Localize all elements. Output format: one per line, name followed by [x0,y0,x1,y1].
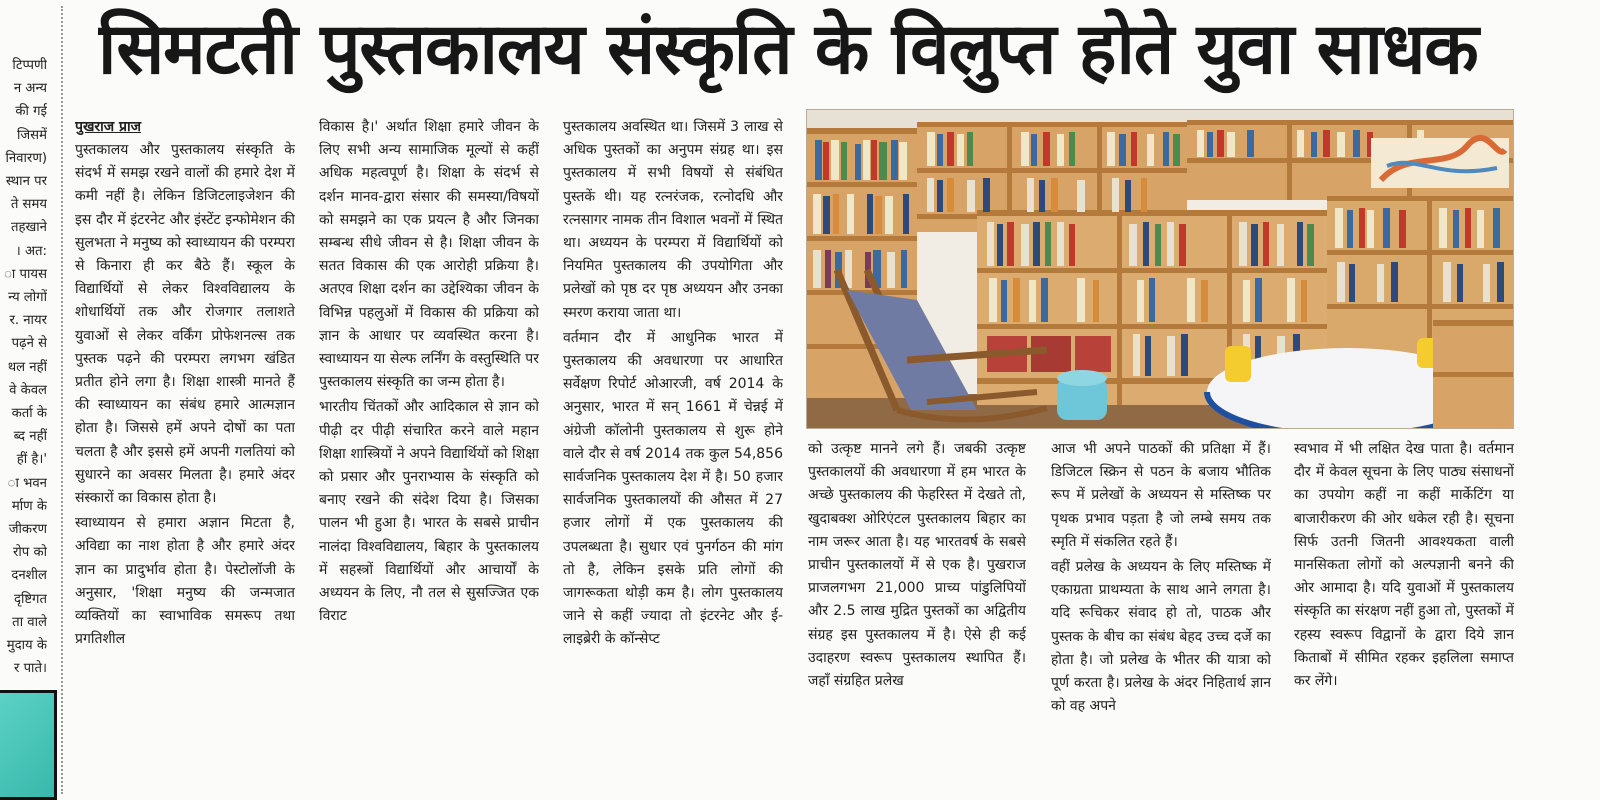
article-paragraph: स्वभाव में भी लक्षित देख पाता है। वर्तमान दौर में केवल सूचना के लिए पाठ्य संसाधनों का उपयोग कहीं ना कहीं मार्केटिंग या बाजारीकरण की ओर धकेल रही है। सूचना सिर्फ उतनी जितनी आवश्यकता वाली मानसिकता लोगों को अल्पज्ञानी बनने की ओर आमादा है। यदि युवाओं में पुस्तकालय संस्कृति का संरक्षण नहीं हुआ तो, पुस्तकों में रहस्य स्वरूप विद्वानों के द्वारा दिये ज्ञान किताबों में सीमित रहकर इहलिला समाप्त कर लेंगे। [1294,441,1514,690]
strip-line: ा भवन [7,475,47,491]
article-paragraph: पुस्तकालय और पुस्तकालय संस्कृति के संदर्भ में समझ रखने वालों की हमारे देश में कमी नहीं है। लेकिन डिजिटलाइजेशन की इस दौर में इंटरनेट और इंस्टेंट इन्फोमेशन की सुलभता ने मनुष्य को स्वाध्यायन की परम्परा से किनारा ही कर बैठे हैं। स्कूल के विद्यार्थियों से लेकर विश्वविद्यालय के शोधार्थियों तक और रोजगार तलाशते युवाओं से लेकर वर्किंग प्रोफेशनल्स तक पुस्तक पढ़ने की परम्परा लगभग खंडित प्रतीत होने लगा है। शिक्षा शास्त्री मानते हैं की स्वाध्यायन का संबंध हमारे आत्मज्ञान होता है। जिससे हमें अपने दोषों का पता चलता है और इससे हमें अपनी गलतियां को सुधारने का अवसर मिलता है। हमारे अंदर संस्कारों का विकास होता है। [75,142,295,507]
strip-line: रोप को [12,545,47,561]
article-paragraph: पुस्तकालय अवस्थित था। जिसमें 3 लाख से अधिक पुस्तकों का अनुपम संग्रह था। इस पुस्तकालय में सभी विषयों से संबंधित पुस्तकें थी। यह रत्नरंजक, रत्नोदधि और रत्नसागर नामक तीन विशाल भवनों में स्थित था। अध्ययन के परम्परा में विद्यार्थियों को नियमित पुस्तकालय की उपयोगिता और प्रलेखों को पृष्ठ दर पृष्ठ अध्ययन और उनका स्मरण कराया जाता था। [563,119,783,321]
article-column-5 [1051,438,1271,796]
strip-line: । अत: [15,243,47,259]
headline: सिमटती पुस्तकालय संस्कृति के विलुप्त होते युवा साधक [98,7,1478,90]
article-column-3 [563,116,783,796]
teal-advert-block [0,690,57,800]
strip-line: ब्द नहीं [13,429,47,445]
strip-line: जीकरण [8,522,47,538]
article-paragraph: को उत्कृष्ट मानने लगे हैं। जबकी उत्कृष्ट पुस्तकालयों की अवधारणा में हम भारत के अच्छे पुस्तकालय की फेहरिस्त में देखते तो, खुदाबक्श ओरिएंटल पुस्तकालय बिहार का नाम जरूर आता है। यह भारतवर्ष के सबसे प्राचीन पुस्तकालयों में से एक है। पुखराज प्राजलगभग 21,000 प्राच्य पांडुलिपियों और 2.5 लाख मुद्रित पुस्तकों का अद्वितीय संग्रह इस पुस्तकालय में है। ऐसे ही कई उदाहरण स्वरूप पुस्तकालय स्थापित हैं। जहाँ संग्रहित प्रलेख [808,441,1026,690]
library-illustration [807,110,1514,429]
strip-line: कर्ता के [11,406,47,422]
strip-line: निवारण) [5,150,47,166]
strip-line: न्य लोगों [8,290,47,306]
strip-line: वे केवल [9,382,47,398]
strip-line: दृष्टिगत [13,591,47,607]
strip-line: थल नहीं [7,359,47,375]
strip-line: दनशील [11,568,47,584]
strip-line: न अन्य [13,81,47,97]
article-paragraph: भारतीय चिंतकों और आदिकाल से ज्ञान को पीढ़ी दर पीढ़ी संचारित करने वाले महान शिक्षा शास्त्रियों ने अपने विद्यार्थियों को शिक्षा को प्रसार और पुनराभ्यास के संस्कृति को बनाए रखने की संदेश दिया है। जिसका पालन भी हुआ है। भारत के सबसे प्राचीन नालंदा विश्वविद्यालय, बिहार के पुस्तकालय में सहस्त्रों विद्यार्थियों और आचार्यों के अध्ययन के लिए, नौ तल से सुसज्जित एक विराट [319,399,539,625]
strip-line: जिसमें [16,127,47,143]
article-paragraph: आज भी अपने पाठकों की प्रतिक्षा में हैं। डिजिटल स्क्रिन से पठन के बजाय भौतिक रूप में प्रलेखों के अध्ययन से मस्तिष्क पर पृथक प्रभाव पड़ता है जो लम्बे समय तक स्मृति में संकलित रहते हैं। [1051,441,1271,550]
article-paragraph: स्वाध्यायन से हमारा अज्ञान मिटता है, अविद्या का नाश होता है और हमारे अंदर ज्ञान का प्रादुर्भाव होता है। पेस्टोलॉजी के अनुसार, 'शिक्षा मनुष्य की जन्मजात व्यक्तियों का स्वाभाविक समरूप तथा प्रगतिशील [75,515,295,648]
article-paragraph: विकास है।' अर्थात शिक्षा हमारे जीवन के लिए सभी अन्य सामाजिक मूल्यों से कहीं अधिक महत्वपूर्ण है। शिक्षा के संदर्भ से दर्शन मानव-द्वारा संसार की समस्या/विषयों को समझने का एक प्रयत्न है और जिनका सम्बन्ध सीधे जीवन से है। शिक्षा जीवन के सतत विकास की एक आरोही प्रक्रिया है। अतएव शिक्षा दर्शन का उद्देश्यिका जीवन के विभिन्न पहलुओं में विकास की प्रक्रिया को ज्ञान के आधार पर व्यवस्थित करना है। स्वाध्यायन या सेल्फ लर्निंग के वस्तुस्थिति पर पुस्तकालय संस्कृति का जन्म होता है। [319,119,539,391]
article-paragraph: वर्तमान दौर में आधुनिक भारत में पुस्तकालय की अवधारणा पर आधारित सर्वेक्षण रिपोर्ट ओआरजी, वर्ष 2014 के अनुसार, भारत में सन् 1661 में चेन्नई में अंग्रेजी कॉलोनी पुस्तकालय से शुरू होने वाले दौर से वर्ष 2014 तक कुल 54,856 सार्वजनिक पुस्तकालय देश में है। 50 हजार सार्वजनिक पुस्तकालयों की औसत में 27 हजार लोगों में एक पुस्तकालय की उपलब्धता है। सुधार एवं पुनर्गठन की मांग तो है, लेकिन इसके प्रति लोगों की जागरूकता थोड़ी कम है। लोग पुस्तकालय जाने से कहीं ज्यादा तो इंटरनेट और ई-लाइब्रेरी के कॉन्सेप्ट [563,329,783,648]
strip-line: हीं है।' [16,452,47,468]
strip-line: पढ़ने से [11,336,47,352]
strip-line: र्माण के [11,498,47,514]
strip-line: ा पायस [4,266,47,282]
column-divider [61,6,63,794]
byline: पुखराज प्राज [75,119,141,135]
article-column-1 [75,116,295,796]
strip-line: टिप्पणी [12,58,47,73]
article-column-6 [1294,438,1514,796]
strip-line: र पाते। [13,661,47,677]
library-photo [806,109,1514,429]
strip-line: तहखाने [10,220,47,236]
strip-line: की गई [15,104,47,120]
article-column-4 [808,438,1026,796]
previous-article-strip [0,54,47,690]
strip-line: ता वाले [12,614,47,630]
article-column-2 [319,116,539,796]
strip-line: मुदाय के [6,638,47,654]
strip-line: स्थान पर [5,174,47,190]
article-paragraph: वहीं प्रलेख के अध्ययन के लिए मस्तिष्क में एकाग्रता प्राथम्यता के साथ आने लगता है। यदि रूचिकर संवाद हो तो, पाठक और पुस्तक के बीच का संबंध बेहद उच्च दर्जे का होता है। जो प्रलेख के भीतर की यात्रा को पूर्ण करता है। प्रलेख के अंदर निहितार्थ ज्ञान को वह अपने [1051,559,1271,715]
strip-line: र. नायर [9,313,47,329]
strip-line: ते समय [10,197,47,213]
